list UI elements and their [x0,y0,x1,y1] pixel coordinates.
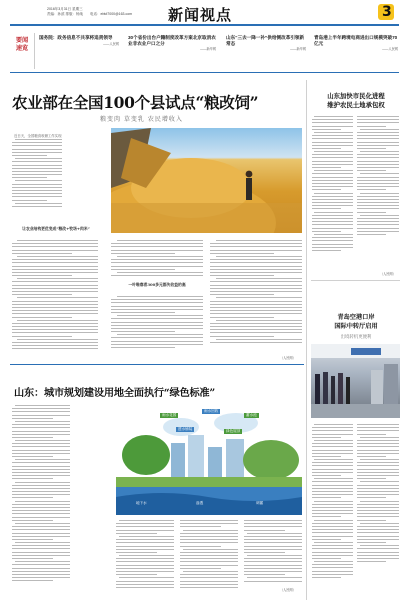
right-lower-body-a [312,424,353,594]
photo-story-headline[interactable] [312,313,400,331]
briefs-bar [10,31,399,73]
header-email: 电话：ebt#7000@163.com [90,12,133,16]
infographic-label: 雨水回收 [204,409,219,413]
masthead [0,0,409,27]
main-lead: 近日天，全国粮食收储工作实现 [14,134,62,138]
header-editor: 责编：孙滨 排版：杨纯 [47,12,83,16]
brief-title: 青岛港上半年跨境电商进出口规模突破70亿元 [314,35,398,46]
infographic-label: 渗透 [196,501,204,505]
brief-item[interactable] [128,35,216,51]
brief-item[interactable] [226,35,306,51]
infographic-label: 透水铺装 [178,427,193,431]
right-story-body-b [357,116,399,266]
brief-title: 山东“三去一降一补”供给侧改革引领新常态 [226,35,305,46]
right-story-body-a [312,116,353,266]
infographic-svg [116,405,302,515]
brief-source: ——人民网 [103,41,119,46]
city-story-source: （人民网） [280,588,296,592]
airport-terminal-photo [311,344,400,418]
briefs-bottom-rule [10,72,399,73]
infographic-label: 绿色屋顶 [226,429,241,433]
main-body-col1b [12,240,98,350]
brief-item[interactable] [39,35,119,46]
city-body-col4 [244,520,302,584]
brief-source: ——新华网 [200,47,216,52]
briefs-label [11,37,33,53]
city-story-headline[interactable]: 山东：城市规划建设用地全面执行“绿色标准” [14,387,216,399]
header-date: 2016年3月31日 星期三 [47,7,83,11]
photo-story-subtitle: 出境转机更便利 [340,335,372,340]
brief-title: 国务院：政务信息不共享将追责领导 [39,35,113,40]
pull-quote-2: 一叶唯春者300多元都失收益的高 [128,282,186,287]
city-body-col2 [116,520,174,592]
city-body-col3 [180,520,238,592]
right-story-source: （人民网） [380,272,396,276]
header-rule [10,24,399,26]
brief-title: 30个省份出台户籍制度改革方案北京取消农业非农业户口之分 [128,35,216,46]
main-headline[interactable]: 农业部在全国100个县试点“粮改饲” [12,93,259,112]
right-column-divider [311,280,400,281]
right-lower-body-b [357,424,399,589]
right-story-title-line1: 山东加快市民化进程 [327,92,385,100]
pull-quote-1: 让农业结构更优变成“粮改+牧场+肉米” [22,226,90,231]
main-source: （人民网） [280,356,296,360]
briefs-divider [34,33,35,69]
brief-item[interactable] [314,35,398,51]
photo-story-title-line2: 国际中转厅启用 [334,323,378,330]
main-body-col1a [12,139,62,211]
right-story-headline[interactable] [312,92,400,110]
briefs-label-line2: 速览 [15,45,29,52]
section-title: 新闻视点 [168,6,233,24]
city-story-top-rule [10,364,304,365]
main-subtitle: 粮变肉 草变乳 农民增收入 [100,116,183,123]
infographic-label: 地下水 [136,501,147,505]
main-body-col2a [111,240,203,280]
brief-source: ——人民网 [382,47,398,52]
photo-story-title-line1: 青岛空港口岸 [337,314,375,321]
city-body-col1 [12,405,70,590]
sponge-city-infographic [116,405,302,515]
infographic-label: 蓄水池 [246,413,257,417]
main-body-col3 [210,240,302,352]
right-story-title-line2: 维护农民土地承包权 [327,101,385,109]
infographic-label: 调蓄 [256,501,264,505]
main-body-col2b [111,296,203,354]
grain-photo-svg [111,128,302,233]
page-number: 3 [382,4,392,20]
infographic-label: 雨水花园 [162,413,177,417]
grain-harvest-photo [111,128,302,233]
brief-source: ——新华网 [290,47,306,52]
airport-photo-svg [311,344,400,418]
right-column-rule [306,80,307,600]
briefs-label-line1: 要闻 [15,37,29,44]
